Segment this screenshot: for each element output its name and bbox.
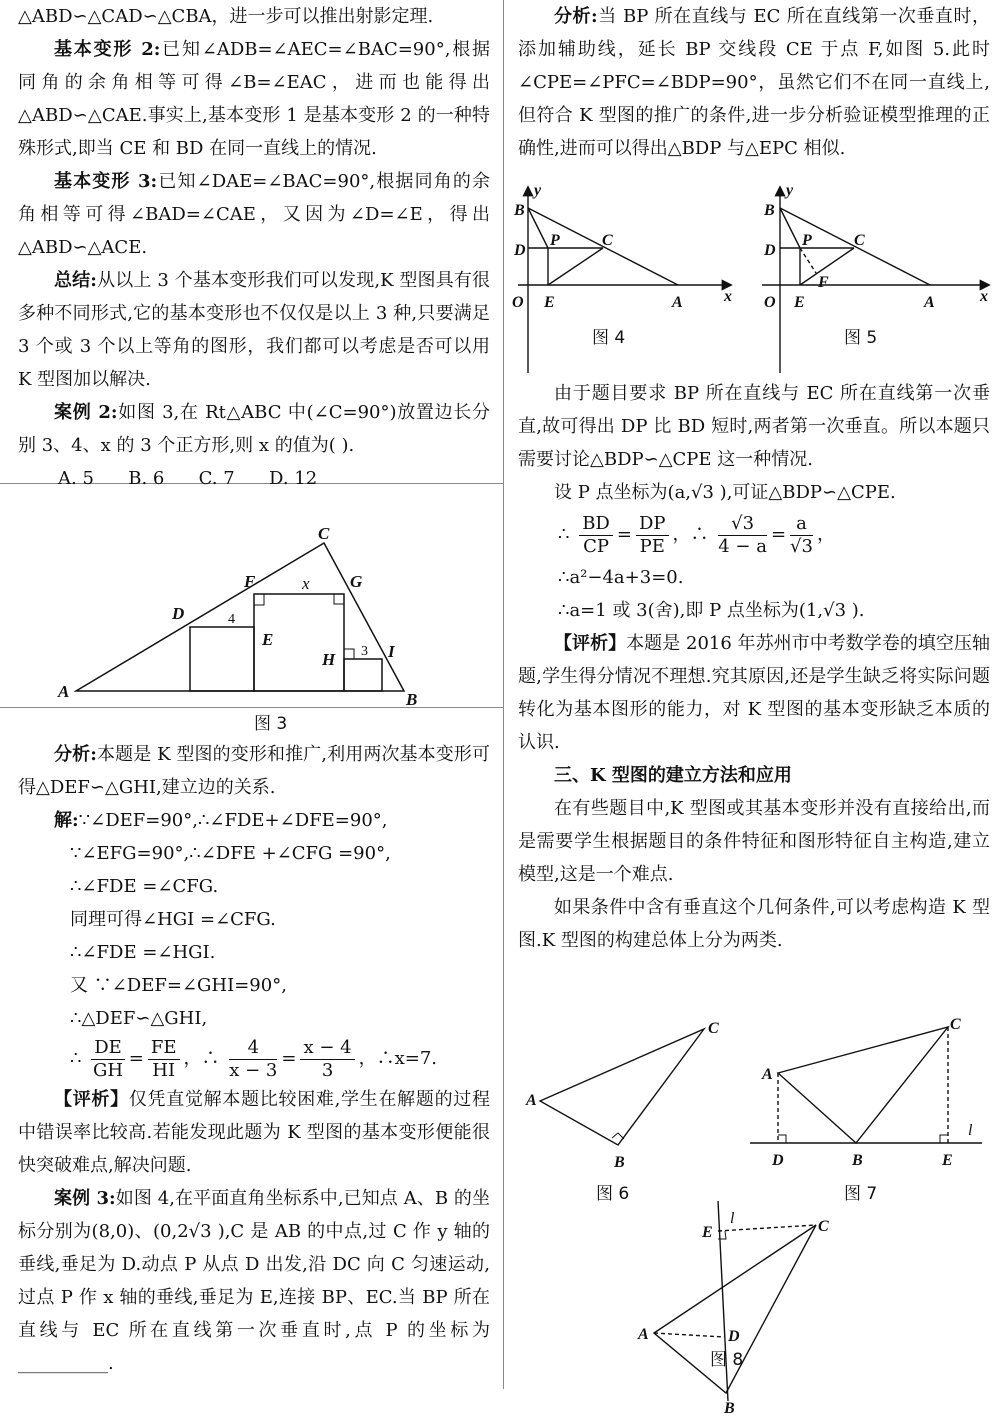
fig8-label-E: E: [702, 1224, 713, 1241]
figures-4-5: [512, 182, 990, 373]
frac-num: FE: [148, 1037, 180, 1060]
frac-num: a: [790, 513, 813, 536]
fig3-label-D: D: [172, 604, 185, 623]
text-comment: 仅凭直觉解本题比较困难,学生在解题的过程中错误率比较高.若能发现此题为 K 型图的基本变形便能很快突破难点,解决问题.: [18, 1089, 491, 1176]
figure-6: [540, 1029, 704, 1145]
paragraph-two-types: 如果条件中含有垂直这个几何条件,可以考虑构造 K 型图.K 型图的构建总体上分为两类.: [518, 897, 990, 951]
fig3-label-F: F: [244, 572, 256, 591]
fig8-label-B: B: [724, 1400, 735, 1417]
answer-options: A. 5 B. 6 C. 7 D. 12: [58, 468, 318, 489]
math-line-ratio: ∴ $\frac{BD}{CP}$ = $\frac{DP}{PE}$ ，∴ $\frac{√3}{4 - a}$ = $\frac{a}{√3}$ ，: [558, 512, 835, 557]
fig4-label-B: B: [514, 202, 525, 219]
solution-line-4: 同理可得∠HGI =∠CFG.: [70, 909, 276, 930]
label-comment: 【评析】: [54, 1089, 129, 1110]
label-variant-2: 基本变形 2:: [54, 39, 161, 60]
fig4-label-D: D: [514, 242, 526, 259]
fig3-label-H: H: [322, 650, 336, 669]
fraction-de-gh: [91, 1037, 125, 1082]
fraction-4-x3: [229, 1037, 277, 1082]
fig7-label-C: C: [950, 1016, 961, 1033]
fig4-label-x: x: [724, 288, 732, 305]
solution-line-8: ∴ $\frac{DE}{GH}$ = $\frac{FE}{HI}$ ，∴ $\frac{4}{x - 3}$ = $\frac{x - 4}{3}$ ，∴x=7.: [70, 1036, 438, 1081]
fig3-triangle: [76, 543, 404, 691]
paragraph-set-p: 设 P 点坐标为(a,√3 ),可证△BDP∽△CPE.: [554, 482, 896, 503]
fig4-label-y: y: [534, 182, 542, 199]
frac-den: x − 3: [229, 1059, 278, 1081]
fig7-label-B: B: [852, 1152, 863, 1169]
frac-den: CP: [583, 535, 609, 557]
therefore-mid: ，∴: [183, 1048, 220, 1069]
fig4-caption: 图 4: [592, 328, 626, 348]
label-variant-3: 基本变形 3:: [54, 171, 158, 192]
paragraph-case-2: [18, 396, 490, 462]
therefore-symbol-r: ∴: [558, 524, 570, 545]
fraction-sqrt3-4a: [718, 513, 767, 558]
paragraph-construction: 在有些题目中,K 型图或其基本变形并没有直接给出,而是需要学生根据题目的条件特征和图形特征自主构造,建立模型,这是一个难点.: [518, 798, 990, 885]
label-analysis-3: 分析:: [554, 6, 598, 27]
solution-line-2: ∵∠EFG=90°,∴∠DFE +∠CFG =90°,: [70, 843, 391, 864]
fig7-label-l: l: [968, 1122, 973, 1139]
label-case-3: 案例 3:: [54, 1188, 116, 1209]
paragraph-intro: △ABD∽△CAD∽△CBA，进一步可以推出射影定理.: [18, 6, 434, 27]
column-divider: [503, 0, 504, 1389]
fig3-label-E: E: [262, 630, 274, 649]
math-line-quadratic: ∴a²−4a+3=0.: [558, 567, 684, 588]
frac-den: 3: [321, 1059, 334, 1081]
fraction-fe-hi: [148, 1037, 180, 1082]
fig3-square-4: [190, 627, 254, 691]
fig5-label-E: E: [794, 294, 805, 311]
figure-8: [654, 1201, 816, 1401]
text-variant-3: 已知∠DAE=∠BAC=90°,根据同角的余角相等可得∠BAD=∠CAE，又因为∠D=∠E，得出△ABD∽△ACE.: [18, 171, 491, 258]
frac-den: 4 − a: [718, 535, 767, 557]
fig4-label-A: A: [672, 294, 683, 311]
text-case-3: 如图 4,在平面直角坐标系中,已知点 A、B 的坐标分别为(8,0)、(0,2√3 ),C 是 AB 的中点,过 C 作 y 轴的垂线,垂足为 D.动点 P 从点 D 出发,沿 DC 向 C 匀速运动,过点 P 作 x 轴的垂线,垂足为 E,连接 BP、EC.当 BP 所在直线与 EC 所在直线第一次垂直时,点 P 的坐标为__________.: [18, 1188, 490, 1374]
fig5-label-P: P: [802, 232, 812, 249]
frac-den: PE: [639, 535, 665, 557]
text-summary: 从以上 3 个基本变形我们可以发现,K 型图具有很多种不同形式,它的基本变形也不仅仅是以上 3 种,只要满足 3 个或 3 个以上等角的图形，我们都可以考虑是否可以用 K 型图加以解决.: [18, 270, 490, 390]
frac-num: BD: [579, 513, 613, 536]
right-column: [512, 0, 990, 1421]
section-title: 三、K 型图的建立方法和应用: [554, 765, 792, 786]
fig5-label-C: C: [854, 232, 865, 249]
fraction-a-sqrt3: [790, 513, 813, 558]
frac-num: 4: [229, 1037, 277, 1060]
fig3-square-3: [344, 659, 382, 691]
frac-num: √3: [718, 513, 767, 536]
solution-line-6: 又 ∵∠DEF=∠GHI=90°,: [70, 975, 287, 996]
label-case-2: 案例 2:: [54, 402, 118, 423]
fig3-label-A: A: [58, 682, 70, 701]
text-analysis-3: 当 BP 所在直线与 EC 所在直线第一次垂直时，添加辅助线，延长 BP 交线段 CE 于点 F,如图 5.此时∠CPE=∠PFC=∠BDP=90°，虽然它们不在同一直线上,但符合 K 型图的推广的条件,进一步分析验证模型推理的正确性,进而可以得出△BDP 与△EPC 相似.: [518, 6, 990, 159]
fig8-caption: 图 8: [710, 1350, 744, 1370]
fig3-label-C: C: [318, 524, 330, 543]
fig6-caption: 图 6: [596, 1184, 630, 1204]
frac-num: x − 4: [300, 1037, 354, 1060]
fig7-label-E: E: [942, 1152, 953, 1169]
text-comment-3: 本题是 2016 年苏州市中考数学卷的填空压轴题,学生得分情况不理想.究其原因,还是学生缺乏将实际问题转化为基本图形的能力，对 K 型图的基本变形缺乏本质的认识.: [518, 633, 990, 753]
paragraph-variant-3: [18, 165, 490, 264]
fig3-label-B: B: [406, 690, 418, 709]
paragraph-analysis-case-3: [518, 0, 990, 165]
result-x: ，∴x=7.: [358, 1048, 438, 1069]
frac-den: HI: [152, 1059, 176, 1081]
solution-line-5: ∴∠FDE =∠HGI.: [70, 942, 216, 963]
fig3-label-x: x: [302, 574, 310, 593]
fig8-label-D: D: [728, 1328, 740, 1345]
fig5-label-F: F: [818, 274, 829, 291]
fig6-label-C: C: [708, 1020, 719, 1037]
fig5-caption: 图 5: [844, 328, 878, 348]
label-comment-3: 【评析】: [554, 633, 627, 654]
fig4-label-O: O: [512, 294, 524, 311]
fig7-label-A: A: [762, 1066, 773, 1083]
paragraph-comment-case-3: [518, 627, 990, 759]
frac-den: √3: [790, 535, 813, 557]
text-case-2: 如图 3,在 Rt△ABC 中(∠C=90°)放置边长分别 3、4、x 的 3 个正方形,则 x 的值为( ).: [18, 402, 491, 456]
fig6-label-A: A: [526, 1092, 537, 1109]
solution-text-1: ∵∠DEF=90°,∴∠FDE+∠DFE=90°,: [78, 810, 388, 831]
fig5-label-A: A: [924, 294, 935, 311]
label-analysis: 分析:: [54, 744, 97, 765]
therefore-mid-r: ，∴: [672, 524, 709, 545]
text-variant-2: 已知∠ADB=∠AEC=∠BAC=90°,根据同角的余角相等可得∠B=∠EAC，进而也能得出△ABD∽△CAE.事实上,基本变形 1 是基本变形 2 的一种特殊形式,即当 CE 和 BD 在同一直线上的情况.: [18, 39, 490, 159]
fig8-label-C: C: [818, 1218, 829, 1235]
figure-3: [18, 521, 490, 736]
fig6-label-B: B: [614, 1154, 625, 1171]
left-column: [18, 0, 490, 1380]
fig7-label-D: D: [772, 1152, 784, 1169]
fig4-label-E: E: [544, 294, 555, 311]
paragraph-variant-2: [18, 33, 490, 165]
paragraph-comment-case-2: [18, 1083, 490, 1182]
paragraph-case-3: [18, 1182, 490, 1380]
frac-den: GH: [92, 1059, 124, 1081]
fraction-bd-cp: [579, 513, 613, 558]
paragraph-first-perpendicular: 由于题目要求 BP 所在直线与 EC 所在直线第一次垂直,故可得出 DP 比 BD 短时,两者第一次垂直。所以本题只需要讨论△BDP∽△CPE 这一种情况.: [518, 383, 990, 470]
fig5-label-y: y: [786, 182, 794, 199]
label-solution: 解:: [54, 810, 79, 831]
label-summary: 总结:: [54, 270, 97, 291]
fraction-dp-pe: [636, 513, 669, 558]
fig3-label-4: 4: [228, 612, 235, 627]
figure-7: [750, 1027, 982, 1143]
text-analysis: 本题是 K 型图的变形和推广,利用两次基本变形可得△DEF∽△GHI,建立边的关系.: [18, 744, 490, 798]
fig5-label-D: D: [764, 242, 776, 259]
fig3-label-3: 3: [361, 644, 368, 659]
paragraph-analysis-case-2: [18, 738, 490, 804]
frac-num: DE: [91, 1037, 125, 1060]
fig5-label-O: O: [764, 294, 776, 311]
fig3-caption: 图 3: [254, 714, 288, 734]
fig7-caption: 图 7: [844, 1184, 878, 1204]
frac-num: DP: [636, 513, 669, 536]
fig3-label-G: G: [350, 572, 363, 591]
fig4-label-C: C: [602, 232, 613, 249]
figures-6-7-8: [518, 981, 990, 1421]
fig8-label-A: A: [638, 1326, 649, 1343]
fig5-label-x: x: [980, 288, 988, 305]
fig4-label-P: P: [550, 232, 560, 249]
fig8-label-l: l: [730, 1210, 735, 1227]
comma-end: ，: [816, 524, 835, 545]
solution-line-1: [18, 804, 490, 837]
fraction-x4-3: [300, 1037, 354, 1082]
fig5-label-B: B: [764, 202, 775, 219]
solution-line-7: ∴△DEF∽△GHI,: [70, 1008, 208, 1029]
math-line-answer: ∴a=1 或 3(舍),即 P 点坐标为(1,√3 ).: [558, 600, 865, 621]
fig3-label-I: I: [388, 642, 395, 661]
therefore-symbol: ∴: [70, 1048, 82, 1069]
solution-line-3: ∴∠FDE =∠CFG.: [70, 876, 219, 897]
paragraph-summary: [18, 264, 490, 396]
